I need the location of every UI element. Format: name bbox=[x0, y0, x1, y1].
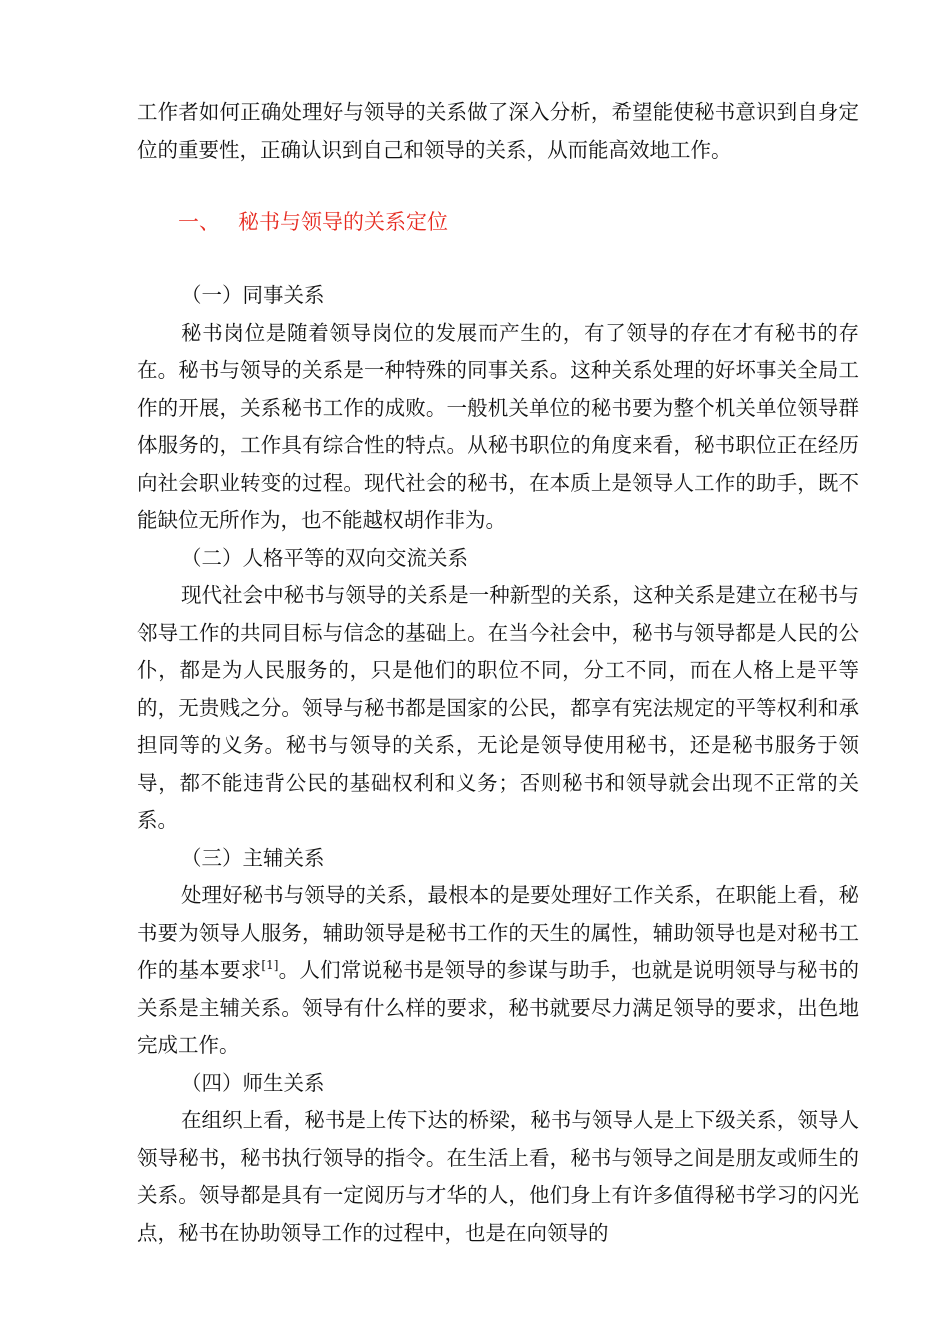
subsection-title-4: （四）师生关系 bbox=[181, 1070, 325, 1095]
paragraph-3 bbox=[137, 877, 859, 1065]
heading-title: 秘书与领导的关系定位 bbox=[238, 210, 448, 234]
citation-ref: [1] bbox=[261, 958, 279, 972]
subsection-title-2: （二）人格平等的双向交流关系 bbox=[181, 545, 468, 570]
subsection-title-3: （三）主辅关系 bbox=[181, 845, 325, 870]
paragraph-3-part-2: 。人们常说秘书是领导的参谋与助手，也就是说明领导与秘书的关系是主辅关系。领导有什么样的要求，秘书就要尽力满足领导的要求，出色地完成工作。 bbox=[137, 958, 860, 1057]
paragraph-3-part-1: 处理好秘书与领导的关系，最根本的是要处理好工作关系，在职能上看，秘书要为领导人服务，辅助领导是秘书工作的天生的属性，辅助领导也是对秘书工作的基本要求 bbox=[137, 883, 859, 982]
paragraph-2: 现代社会中秘书与领导的关系是一种新型的关系，这种关系是建立在秘书与邻导工作的共同目标与信念的基础上。在当今社会中，秘书与领导都是人民的公仆，都是为人民服务的，只是他们的职位不同，分工不同，而在人格上是平等的，无贵贱之分。领导与秘书都是国家的公民，都享有宪法规定的平等权利和承担同等的义务。秘书与领导的关系，无论是领导使用秘书，还是秘书服务于领导，都不能违背公民的基础权利和义务；否则秘书和领导就会出现不正常的关系。 bbox=[137, 583, 859, 832]
intro-text: 工作者如何正确处理好与领导的关系做了深入分析，希望能使秘书意识到自身定位的重要性，正确认识到自己和领导的关系，从而能高效地工作。 bbox=[137, 100, 859, 162]
paragraph-4: 在组织上看，秘书是上传下达的桥梁，秘书与领导人是上下级关系，领导人领导秘书，秘书执行领导的指令。在生活上看，秘书与领导之间是朋友或师生的关系。领导都是具有一定阅历与才华的人，他们身上有许多值得秘书学习的闪光点，秘书在协助领导工作的过程中，也是在向领导的 bbox=[137, 1108, 859, 1245]
paragraph-1: 秘书岗位是随着领导岗位的发展而产生的，有了领导的存在才有秘书的存在。秘书与领导的关系是一种特殊的同事关系。这种关系处理的好坏事关全局工作的开展，关系秘书工作的成败。一般机关单位的秘书要为整个机关单位领导群体服务的，工作具有综合性的特点。从秘书职位的角度来看，秘书职位正在经历向社会职业转变的过程。现代社会的秘书，在本质上是领导人工作的助手，既不能缺位无所作为，也不能越权胡作非为。 bbox=[137, 320, 859, 532]
subsection-title-1: （一）同事关系 bbox=[181, 283, 325, 307]
section-heading bbox=[178, 202, 448, 242]
intro-paragraph bbox=[137, 94, 859, 169]
body-content bbox=[137, 277, 859, 1252]
heading-number: 一、 bbox=[178, 210, 220, 234]
